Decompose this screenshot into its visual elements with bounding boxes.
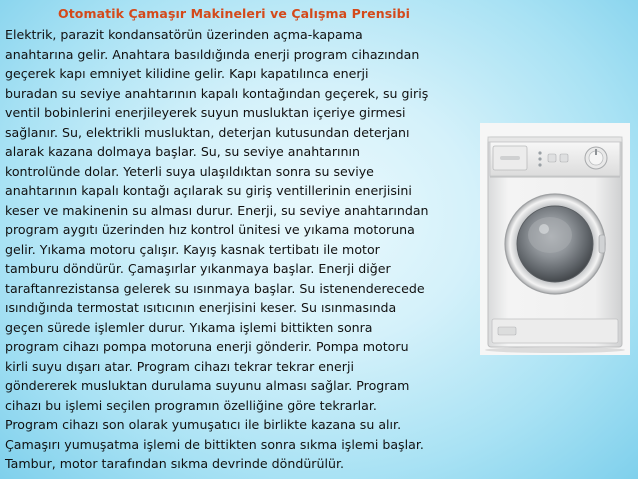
panel-button [560,154,568,162]
indicator-light [538,157,541,160]
panel-button [548,154,556,162]
text-line: ventil bobinlerini enerjileyerek suyun musluktan içeriye girmesi [5,105,406,120]
text-line: anahtarının kapalı kontağı açılarak su giriş ventillerinin enerjisini [5,183,412,198]
text-line: geçerek kapı emniyet kilidine gelir. Kapı kapatılınca enerji [5,66,369,81]
text-line: geçen sürede işlemler durur. Yıkama işlemi bittikten sonra [5,319,373,335]
text-line: program cihazı pompa motoruna enerji gönderir. Pompa motoru [5,339,409,354]
machine-top [488,137,622,142]
drum-reflection [528,217,572,253]
text-line: sağlanır. Su, elektrikli musluktan, deterjan kutusundan deterjanı [5,124,410,140]
body-paragraph [5,25,487,474]
text-line: anahtarına gelir. Anahtara basıldığında enerji program cihazından [5,46,420,62]
door-handle [599,235,605,253]
text-line: kontrolünde dolar. Yeterli suya ulaşıldıktan sonra su seviye [5,163,374,179]
text-line: Tambur, motor tarafından sıkma devrinde döndürülür. [5,456,344,471]
text-line: kirli suyu dışarı atar. Program cihazı tekrar tekrar enerji [5,358,354,374]
washing-machine-image [480,123,630,355]
text-line: ısındığında termostat ısıtıcının enerjisini keser. Su ısınmasında [5,300,397,315]
filter-cover [498,327,516,335]
text-line: Çamaşırı yumuşatma işlemi de bittikten sonra sıkma işlemi başlar. [5,436,424,452]
text-line: Elektrik, parazit kondansatörün üzerinden açma-kapama [5,27,363,42]
indicator-light [538,151,541,154]
text-line: cihazı bu işlemi seçilen programın özelliğine göre tekrarlar. [5,397,377,413]
text-line: keser ve makinenin su alması durur. Enerji, su seviye anahtarından [5,202,429,218]
text-line: göndererek musluktan durulama suyunu alması sağlar. Program [5,378,410,393]
text-line: tamburu döndürür. Çamaşırlar yıkanmaya başlar. Enerji diğer [5,261,391,276]
drawer-handle [500,156,520,160]
text-line: Program cihazı son olarak yumuşatıcı ile birlikte kazana su alır. [5,417,402,432]
indicator-light [538,163,541,166]
text-line: taraftanrezistansa gelerek su ısınmaya başlar. Su istenenderecede [5,280,425,296]
slide-title: Otomatik Çamaşır Makineleri ve Çalışma Prensibi [58,6,411,21]
text-line: alarak kazana dolmaya başlar. Su, su seviye anahtarının [5,144,361,159]
text-line: gelir. Yıkama motoru çalışır. Kayış kasnak tertibatı ile motor [5,241,380,257]
text-line: buradan su seviye anahtarının kapalı kontağından geçerek, su giriş [5,85,429,101]
text-line: program aygıtı üzerinden hız kontrol ünitesi ve yıkama motoruna [5,222,415,237]
